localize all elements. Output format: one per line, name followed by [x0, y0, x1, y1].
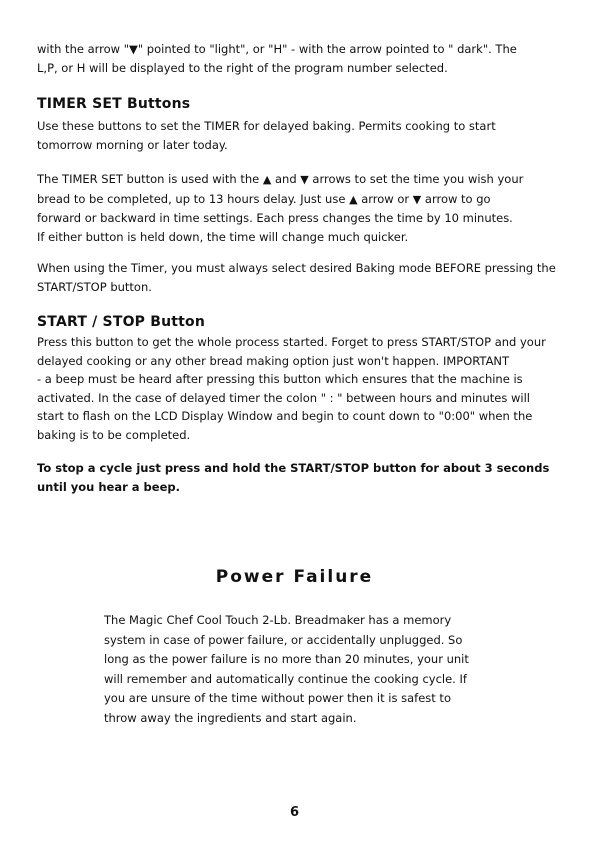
timer-p1-line-1: Use these buttons to set the TIMER for delayed baking. Permits cooking to start	[37, 119, 496, 133]
stop-cycle-line-1: To stop a cycle just press and hold the START/STOP button for about 3 seconds	[37, 461, 550, 475]
stop-cycle-paragraph	[37, 459, 557, 496]
timer-p2-line-4: If either button is held down, the time will change much quicker.	[37, 229, 409, 244]
up-arrow-icon: ▲	[262, 173, 272, 186]
power-failure-paragraph	[104, 611, 504, 728]
timer-set-heading: TIMER SET Buttons	[37, 96, 191, 112]
power-failure-line-2: system in case of power failure, or accidentally unplugged. So	[104, 632, 463, 647]
stop-cycle-line-2: until you hear a beep.	[37, 479, 180, 494]
start-stop-p1-line-2: delayed cooking or any other bread making option just won't happen. IMPORTANT	[37, 353, 510, 368]
intro-line-2: L,P, or H will be displayed to the right of the program number selected.	[37, 60, 448, 75]
timer-p2-line2-text-b: arrow or	[357, 191, 413, 206]
power-failure-line-5: you are unsure of the time without power then it is safest to	[104, 691, 451, 705]
power-failure-line-6: throw away the ingredients and start again.	[104, 710, 357, 725]
start-stop-p1-line-1: Press this button to get the whole process started. Forget to press START/STOP and your	[37, 335, 546, 349]
start-stop-p1-line-3: - a beep must be heard after pressing this button which ensures that the machine is	[37, 372, 523, 386]
start-stop-p1-line-5: start to flash on the LCD Display Window and begin to count down to "0:00" when the	[37, 409, 533, 423]
intro-line-1: with the arrow "▼" pointed to "light", or "H" - with the arrow pointed to " dark". The	[37, 42, 517, 56]
timer-p2-text-b: and	[271, 172, 301, 186]
down-arrow-icon: ▼	[300, 173, 309, 186]
timer-p2-line-2	[37, 190, 557, 210]
start-stop-p1-line-4: activated. In the case of delayed timer the colon " : " between hours and minutes will	[37, 390, 530, 405]
timer-intro-paragraph	[37, 117, 557, 154]
page-number: 6	[289, 805, 300, 820]
timer-p2-line2-text-a: bread to be completed, up to 13 hours delay. Just use	[37, 191, 350, 206]
start-stop-heading: START / STOP Button	[37, 314, 206, 330]
timer-p3-line-2: START/STOP button.	[37, 279, 152, 294]
start-stop-p1-line-6: baking is to be completed.	[37, 427, 191, 442]
power-failure-line-3: long as the power failure is no more than 20 minutes, your unit	[104, 652, 469, 666]
timer-p2-text-a: The TIMER SET button is used with the	[37, 172, 263, 186]
up-arrow-icon: ▲	[349, 192, 358, 206]
start-stop-paragraph	[37, 333, 557, 444]
timer-note-paragraph	[37, 259, 557, 296]
timer-p1-line-2: tomorrow morning or later today.	[37, 137, 228, 152]
power-failure-title: Power Failure	[215, 567, 374, 587]
timer-p2-line-3: forward or backward in time settings. Each press changes the time by 10 minutes.	[37, 211, 513, 225]
intro-paragraph	[37, 40, 557, 77]
timer-p2-line2-text-c: arrow to go	[421, 191, 491, 206]
down-arrow-icon: ▼	[412, 192, 422, 206]
power-failure-line-1: The Magic Chef Cool Touch 2-Lb. Breadmaker has a memory	[104, 613, 452, 627]
timer-usage-paragraph	[37, 170, 557, 246]
timer-p2-text-c: arrows to set the time you wish your	[308, 172, 524, 186]
timer-p3-line-1: When using the Timer, you must always select desired Baking mode BEFORE pressing the	[37, 261, 556, 275]
timer-p2-line-1	[37, 170, 557, 190]
power-failure-line-4: will remember and automatically continue the cooking cycle. If	[104, 671, 467, 686]
